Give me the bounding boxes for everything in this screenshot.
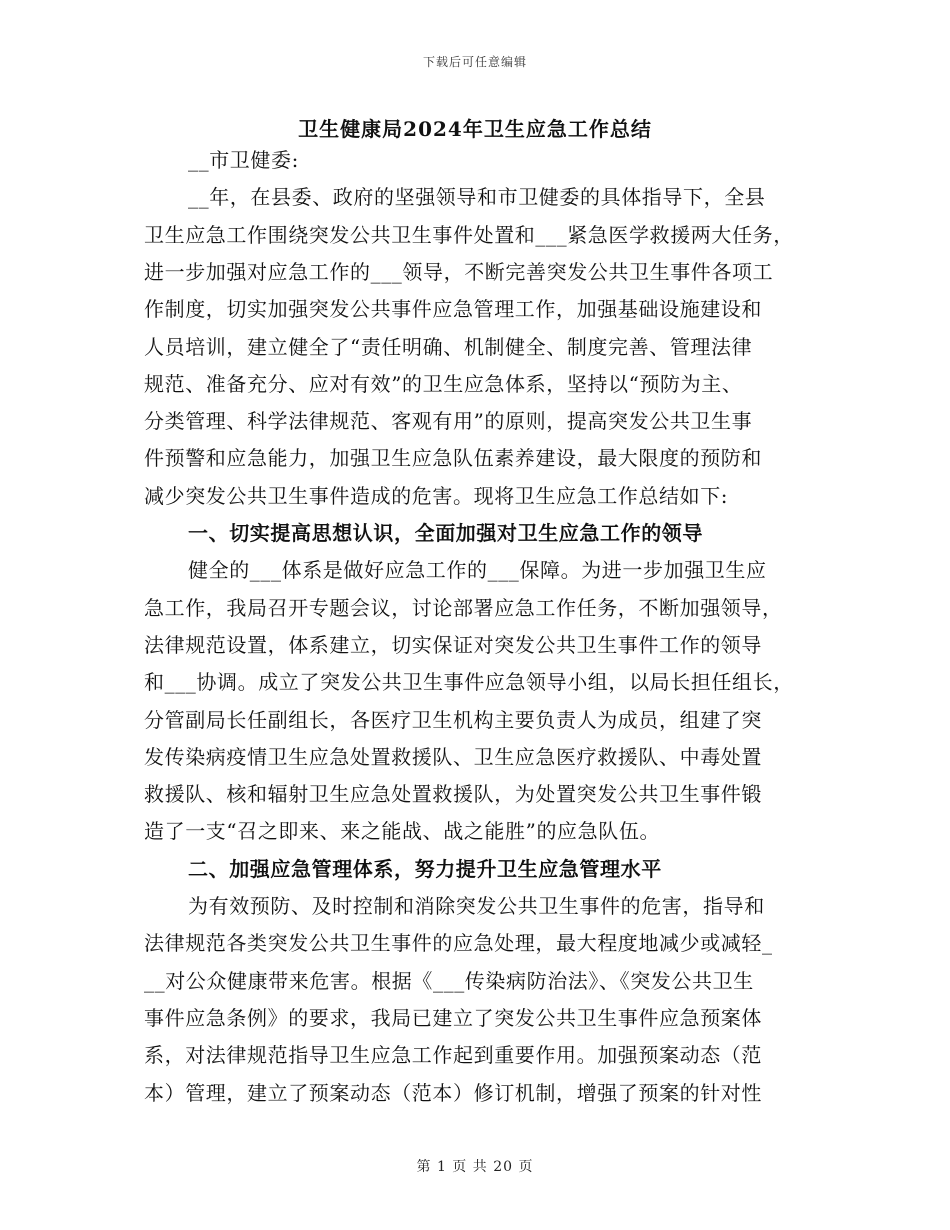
body-text-line: 卫生应急工作围绕突发公共卫生事件处置和___紧急医学救援两大任务， (144, 222, 794, 247)
body-text-line: 减少突发公共卫生事件造成的危害。现将卫生应急工作总结如下: (144, 483, 729, 508)
body-text-line: 人员培训，建立健全了“责任明确、机制健全、制度完善、管理法律 (144, 334, 753, 359)
body-text-line: 事件应急条例》的要求，我局已建立了突发公共卫生事件应急预案体 (144, 1005, 762, 1030)
body-text-line: __市卫健委: (188, 148, 299, 172)
page-header-note: 下载后可任意编辑 (422, 55, 527, 69)
body-text-line: 为有效预防、及时控制和消除突发公共卫生事件的危害，指导和 (188, 894, 765, 918)
body-text-line: 和___协调。成立了突发公共卫生事件应急领导小组，以局长担任组长， (144, 670, 794, 695)
body-text-line: __对公众健康带来危害。根据《___传染病防治法》、《突发公共卫生 (144, 968, 754, 993)
body-text-line: 发传染病疫情卫生应急处置救援队、卫生应急医疗救援队、中毒处置 (144, 744, 762, 769)
body-text-line: 作制度，切实加强突发公共事件应急管理工作，加强基础设施建设和 (144, 297, 762, 322)
body-text-line: 健全的___体系是做好应急工作的___保障。为进一步加强卫生应 (188, 558, 767, 583)
section-heading: 一、切实提高思想认识，全面加强对卫生应急工作的领导 (188, 521, 703, 545)
document-title: 卫生健康局2024年卫生应急工作总结 (298, 117, 652, 141)
body-text-line: 分类管理、科学法律规范、客观有用”的原则，提高突发公共卫生事 (144, 409, 753, 434)
body-text-line: 件预警和应急能力，加强卫生应急队伍素养建设，最大限度的预防和 (144, 446, 762, 471)
body-text-line: __年，在县委、政府的坚强领导和市卫健委的具体指导下，全县 (188, 185, 766, 210)
body-text-line: 分管副局长任副组长，各医疗卫生机构主要负责人为成员，组建了突 (144, 707, 762, 732)
body-text-line: 规范、准备充分、应对有效”的卫生应急体系，坚持以“预防为主、 (144, 371, 743, 396)
body-text-line: 法律规范各类突发公共卫生事件的应急处理，最大程度地减少或减轻_ (144, 931, 773, 956)
body-text-line: 法律规范设置，体系建立，切实保证对突发公共卫生事件工作的领导 (144, 632, 762, 657)
body-text-line: 进一步加强对应急工作的___领导，不断完善突发公共卫生事件各项工 (144, 259, 774, 284)
page-footer: 第 1 页 共 20 页 (416, 1159, 534, 1175)
section-heading: 二、加强应急管理体系，努力提升卫生应急管理水平 (188, 856, 662, 881)
body-text-line: 造了一支“召之即来、来之能战、战之能胜”的应急队伍。 (144, 819, 661, 844)
body-text-line: 救援队、核和辐射卫生应急处置救援队，为处置突发公共卫生事件锻 (144, 782, 762, 807)
body-text-line: 急工作，我局召开专题会议，讨论部署应急工作任务，不断加强领导， (144, 595, 783, 620)
body-text-line: 本）管理，建立了预案动态（范本）修订机制，增强了预案的针对性 (144, 1080, 762, 1105)
body-text-line: 系，对法律规范指导卫生应急工作起到重要作用。加强预案动态（范 (144, 1043, 762, 1068)
